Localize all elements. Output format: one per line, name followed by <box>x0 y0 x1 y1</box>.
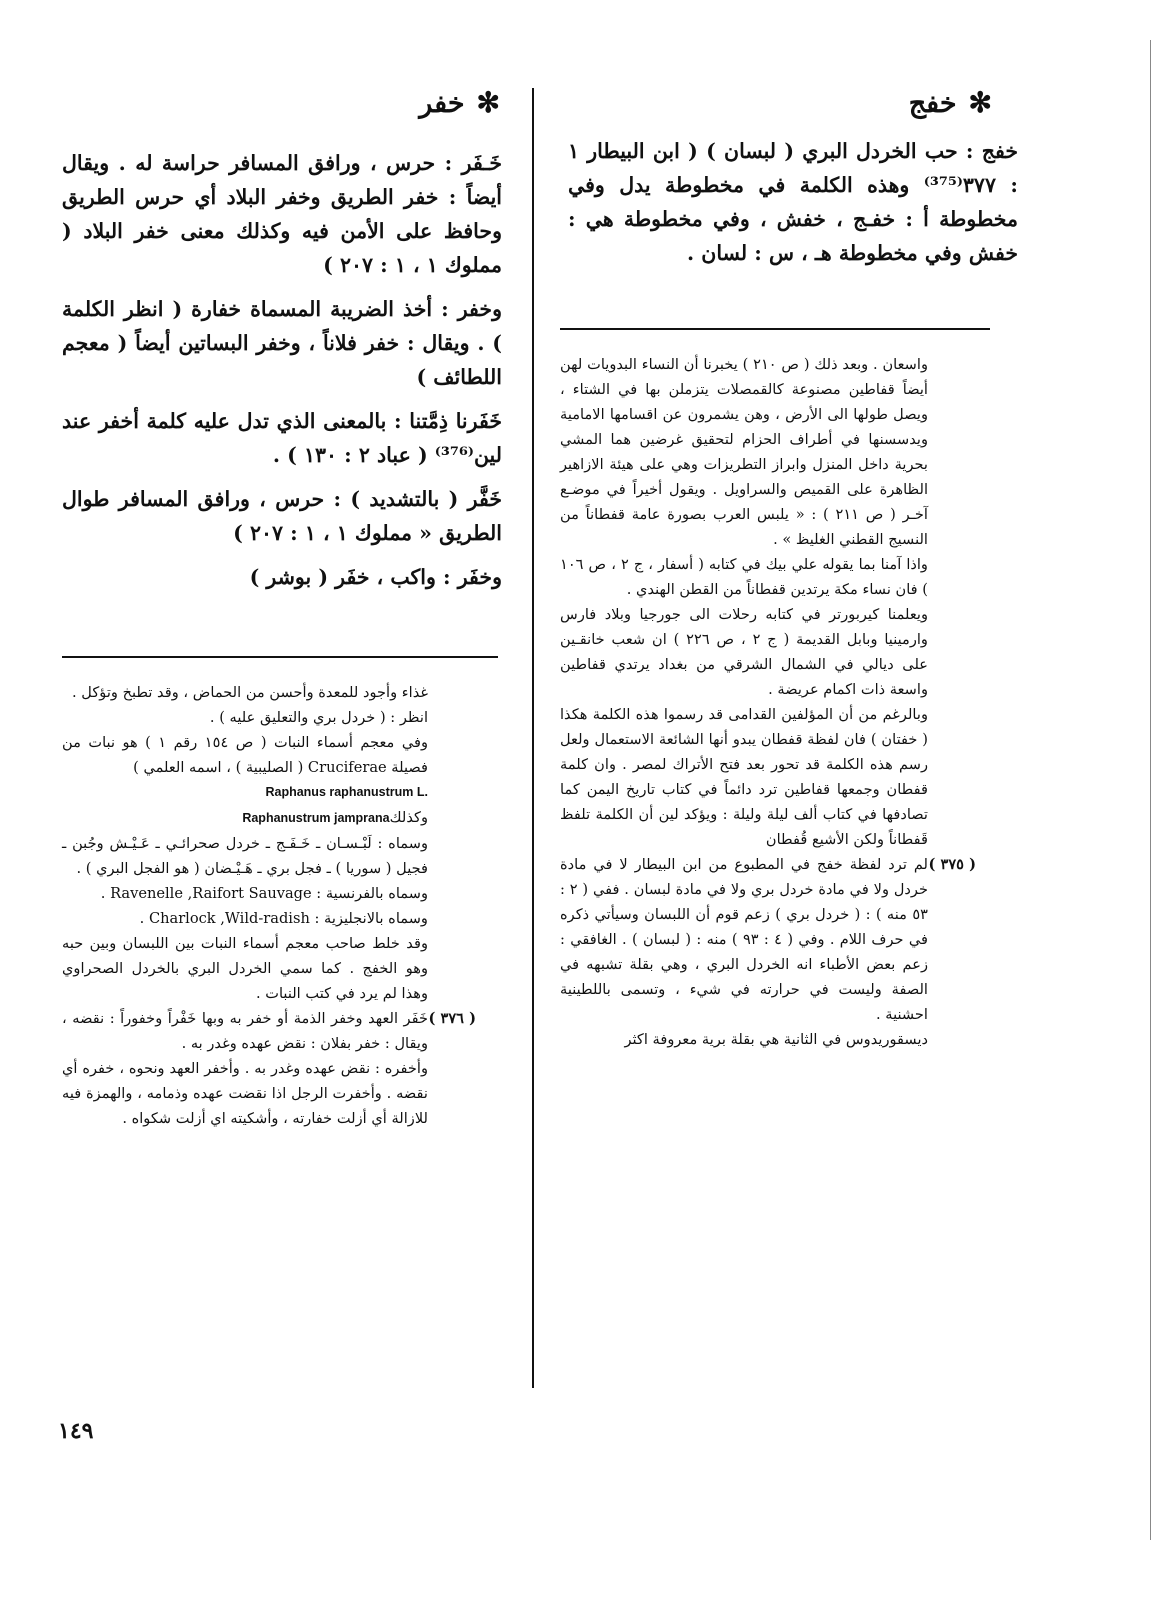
section-rule <box>560 328 990 330</box>
latin-name: Raphanustrum jamprana <box>242 811 390 825</box>
scan-edge <box>1150 40 1151 1540</box>
section-rule <box>62 656 498 658</box>
entry-khafaj <box>568 134 1018 280</box>
entry-khafar <box>62 146 502 604</box>
note-paragraph: واذا آمنا بما يقوله علي بيك في كتابه ( أسفار ، ج ٢ ، ص ١٠٦ ) فان نساء مكة يرتدين قفطاناً من القطن الهندي . <box>560 556 928 598</box>
entry-heading-khafar: ✻خفر <box>419 86 500 119</box>
entry-paragraph: وخفر : أخذ الضريبة المسماة خفارة ( انظر الكلمة ) . ويقال : خفر فلاناً ، وخفر البساتين أيضاً ( معجم اللطائف ) <box>62 297 502 389</box>
right-notes <box>560 352 976 1052</box>
note-paragraph: وبالرغم من أن المؤلفين القدامى قد رسموا هذه الكلمة هكذا ( خفتان ) فان لفظة قفطان يبدو أنها الشائعة الاستعمال ولعل رسم هذه الكلمة قد تحور بعد فتح الأتراك لمصر . وان كلمة قفطان وجمعها قفاطين ترد دائماً في كتاب تاريخ اليمن كما تصادفها في كتاب ألف ليلة وليلة : ويؤكد لين أن الكلمة تلفظ قَفطاناً ولكن الأشيع قُفطان <box>560 706 928 848</box>
latin-prefix: وكذلك <box>389 809 428 826</box>
entry-heading-khafaj: ✻خفج <box>908 86 992 119</box>
note-paragraph: وسماه : لَبْـسـان ـ خَـفَـج ـ خردل صحرائـي ـ عَـيْـش وجُبن ـ فجيل ( سوريا ) ـ فجل بري ـ هَـيْـضان ( هو الفجل البري ) . <box>62 835 428 877</box>
note-paragraph: وسماه بالانجليزية : Charlock ,Wild-radish . <box>139 910 428 927</box>
latin-name: Raphanus raphanustrum L. <box>265 785 428 799</box>
column-divider <box>532 88 534 1388</box>
left-notes <box>62 680 476 1131</box>
note-paragraph: ويعلمنا كيربورتر في كتابه رحلات الى جورجيا وبلاد فارس وارمينيا وبابل القديمة ( ج ٢ ، ص ٢٢٦ ) ان شعب خانقـين على ديالي في الشمال الشرقي من بغداد يرتدي قفاطين واسعة ذات اكمام عريضة . <box>560 606 928 698</box>
footnote-continuation: ديسقوريدوس في الثانية هي بقلة برية معروفة اكثر <box>624 1031 928 1048</box>
note-paragraph: وسماه بالفرنسية : Ravenelle ,Raifort Sauvage . <box>100 885 428 902</box>
entry-paragraph: خَفَّر ( بالتشديد ) : حرس ، ورافق المسافر طوال الطريق « مملوك ١ ، ١ : ٢٠٧ ) <box>62 487 502 545</box>
asterisk-icon: ✻ <box>968 86 992 119</box>
latin-line <box>62 805 428 831</box>
note-paragraph: وفي معجم أسماء النبات ( ص ١٥٤ رقم ١ ) هو نبات من فصيلة Cruciferae ( الصليبية ) ، اسمه العلمي ) <box>62 734 429 776</box>
entry-khafaj-text: خفج : حب الخردل البري ( لبسان ) ( ابن البيطار ١ : ٣٧٧⁽³⁷⁵⁾ وهذه الكلمة في مخطوطة يدل وفي مخطوطة أ : خفـج ، خفش ، وفي مخطوطة هي : خفش وفي مخطوطة هـ ، س : لسان . <box>568 139 1018 265</box>
footnote-376 <box>62 1006 476 1131</box>
page-number: ١٤٩ <box>58 1418 94 1444</box>
note-paragraph: غذاء وأجود للمعدة وأحسن من الحماض ، وقد تطبخ وتؤكل . <box>72 684 428 701</box>
footnote-text: خَفَر العهد وخفر الذمة أو خفر به وبها خَفْراً وخفوراً : نقضه ، ويقال : خفر بفلان : نقض عهده وغدر به . <box>62 1010 428 1052</box>
footnote-text: لم ترد لفظة خفج في المطبوع من ابن البيطار لا في مادة خردل ولا في مادة خردل بري ولا في مادة لبسان . ففي ( ٢ : ٥٣ منه ) : ( خردل بري ) زعم قوم أن اللبسان وسيأتي ذكره في حرف اللام . وفي ( ٤ : ٩٣ ) منه : ( لبسان ) . الغافقي : زعم بعض الأطباء انه الخردل البري ، وهي بقلة تشبهه في الصفة وليست في حرارته في شيء ، وتسمى باللطينية احشنية . <box>560 856 928 1023</box>
note-paragraph: انظر : ( خردل بري والتعليق عليه ) . <box>209 709 428 726</box>
note-paragraph: واسعان . وبعد ذلك ( ص ٢١٠ ) يخبرنا أن النساء البدويات لهن أيضاً قفاطين مصنوعة كالقمصلات يتزملن بها في الشتاء ، ويصل طولها الى الأرض ، وهن يشمرون عن اقسامها الامامية ويدسسنها في أطراف الحزام لتحقيق غرضين هما المشي بحرية داخل المنزل وابراز التطريزات وهي على هيئة الازاهير الظاهرة على القميص والسراويل . ويقول أخيراً في موضـع آخـر ( ص ٢١١ ) : « يلبس العرب بصورة عامة قفطاناً من النسيج القطني الغليظ » . <box>560 356 928 548</box>
note-paragraph: وقد خلط صاحب معجم أسماء النبات بين اللبسان وبين حبه وهو الخفج . كما سمي الخردل البري بالخردل الصحراوي وهذا لم يرد في كتب النبات . <box>62 935 428 1002</box>
footnote-mark: ( ٣٧٦ ) <box>428 1010 476 1027</box>
entry-paragraph: وخفَر : واكب ، خفَر ( بوشر ) <box>249 565 502 589</box>
footnote-text: وأخفره : نقض عهده وغدر به . وأخفر العهد ونحوه ، خفره أي نقضه . وأخفرت الرجل اذا نقضت عهده وذمامه ، والهمزة فيه للازالة أي أزلت خفارته ، وأشكيته اي أزلت شكواه . <box>62 1060 428 1127</box>
asterisk-icon: ✻ <box>476 86 500 119</box>
footnote-375 <box>560 852 976 1052</box>
entry-paragraph: خَـفَر : حرس ، ورافق المسافر حراسة له . ويقال أيضاً : خفر الطريق وخفر البلاد أي حرس الطريق وحافظ على الأمن فيه وكذلك معنى خفر البلاد ( مملوك ١ ، ١ : ٢٠٧ ) <box>62 151 502 277</box>
entry-paragraph: خَفَرنا ذِمَّتنا : بالمعنى الذي تدل عليه كلمة أخفر عند لين⁽³⁷⁶⁾ ( عباد ٢ : ١٣٠ ) . <box>62 409 502 467</box>
footnote-mark: ( ٣٧٥ ) <box>928 856 976 873</box>
